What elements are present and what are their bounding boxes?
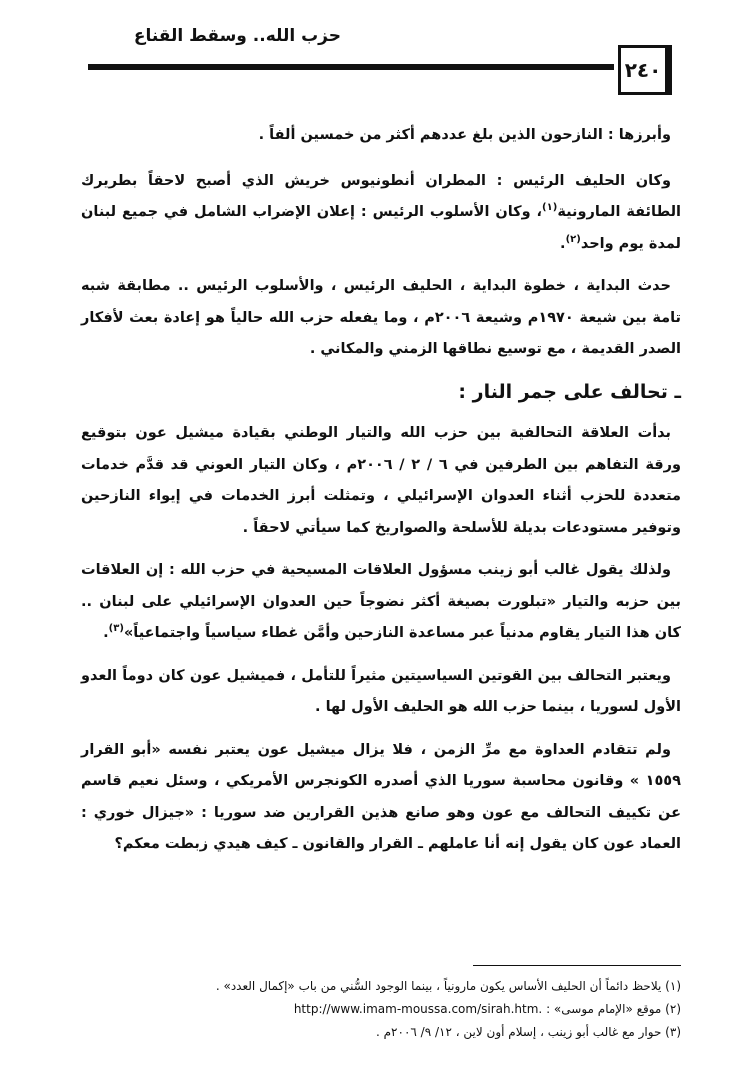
paragraph-5-part-b: . (103, 625, 109, 641)
section-heading: ـ تحالف على جمر النار : (458, 380, 681, 403)
running-title: حزب الله.. وسقط القناع (133, 26, 341, 46)
paragraph-2-part-a: وكان الحليف الرئيس : المطران أنطونيوس خريش الذي أصبح لاحقاً بطريرك الطائفة المارونية (81, 172, 681, 220)
footnote-ref-3[interactable]: (٣) (108, 623, 124, 635)
header-rule (88, 64, 614, 70)
footnote-2 (71, 998, 681, 1021)
footnote-2-label: (٢) موقع «الإمام موسى» : (546, 1002, 681, 1016)
body-text (81, 120, 681, 872)
paragraph-1: وأبرزها : النازحون الذين بلغ عددهم أكثر من خمسين ألفاً . (258, 127, 671, 143)
paragraph-7: ولم تتقادم العداوة مع مرِّ الزمن ، فلا يزال ميشيل عون يعتبر نفسه «أبو القرار ١٥٥٩ » وقانون محاسبة سوريا الذي أصدره الكونجرس الأمريكي ، وسئل نعيم قاسم عن تكييف التحالف مع عون وهو صانع هذين القرارين ضد سوريا : «جيزال خوري : العماد عون كان يقول إنه أنا عاملهم ـ القرار والقانون ـ كيف هيدي زبطت معكم؟ (81, 741, 681, 852)
paragraph-3: حدث البداية ، خطوة البداية ، الحليف الرئيس ، والأسلوب الرئيس .. مطابقة شبه تامة بين شيعة ١٩٧٠م وشيعة ٢٠٠٦م ، وما يفعله حزب الله حالياً هو إعادة بعث لأفكار الصدر القديمة ، مع توسيع نطاقها الزمني والمكاني . (81, 278, 681, 357)
paragraph-2-part-c: . (560, 235, 566, 252)
footnotes (71, 975, 681, 1044)
footnote-ref-2[interactable]: (٢) (565, 233, 581, 245)
footnote-1: (١) يلاحظ دائماً أن الحليف الأساس يكون مارونياً ، بينما الوجود السُّني من باب «إكمال العدد» . (215, 979, 681, 993)
paragraph-2-part-b: ، وكان الأسلوب الرئيس : إعلان الإضراب الشامل في جميع لبنان لمدة يوم واحد (81, 204, 681, 252)
footnote-2-url[interactable]: http://www.imam-moussa.com/sirah.htm. (293, 1002, 543, 1016)
paragraph-2 (81, 166, 681, 261)
footnote-rule (473, 965, 681, 966)
page-number: ٢٤٠ (618, 45, 672, 95)
paragraph-4: بدأت العلاقة التحالفية بين حزب الله والتيار الوطني بقيادة ميشيل عون بتوقيع ورقة التفاهم بين الطرفين في ٦ / ٢ / ٢٠٠٦م ، وكان التيار العوني قد قدَّم خدمات متعددة للحزب أثناء العدوان الإسرائيلي ، وتمثلت أبرز الخدمات في إيواء النازحين وتوفير مستودعات بديلة للأسلحة والصواريخ كما سيأتي لاحقاً . (81, 425, 681, 536)
footnote-ref-1[interactable]: (١) (542, 202, 558, 214)
paragraph-5 (81, 555, 681, 650)
footnote-3: (٣) حوار مع غالب أبو زينب ، إسلام أون لاين ، ١٢/ ٩/ ٢٠٠٦م . (375, 1025, 681, 1039)
paragraph-5-part-a: ولذلك يقول غالب أبو زينب مسؤول العلاقات المسيحية في حزب الله : إن العلاقات بين حزبه والتيار «تبلورت بصيغة أكثر نضوجاً حين العدوان الإسرائيلي على لبنان .. كان هذا التيار يقاوم مدنياً عبر مساعدة النازحين وأمَّن غطاء سياسياً واجتماعياً» (81, 562, 681, 641)
paragraph-6: ويعتبر التحالف بين القوتين السياسيتين مثيراً للتأمل ، فميشيل عون كان دوماً العدو الأول لسوريا ، بينما حزب الله هو الحليف الأول لها . (81, 667, 681, 715)
